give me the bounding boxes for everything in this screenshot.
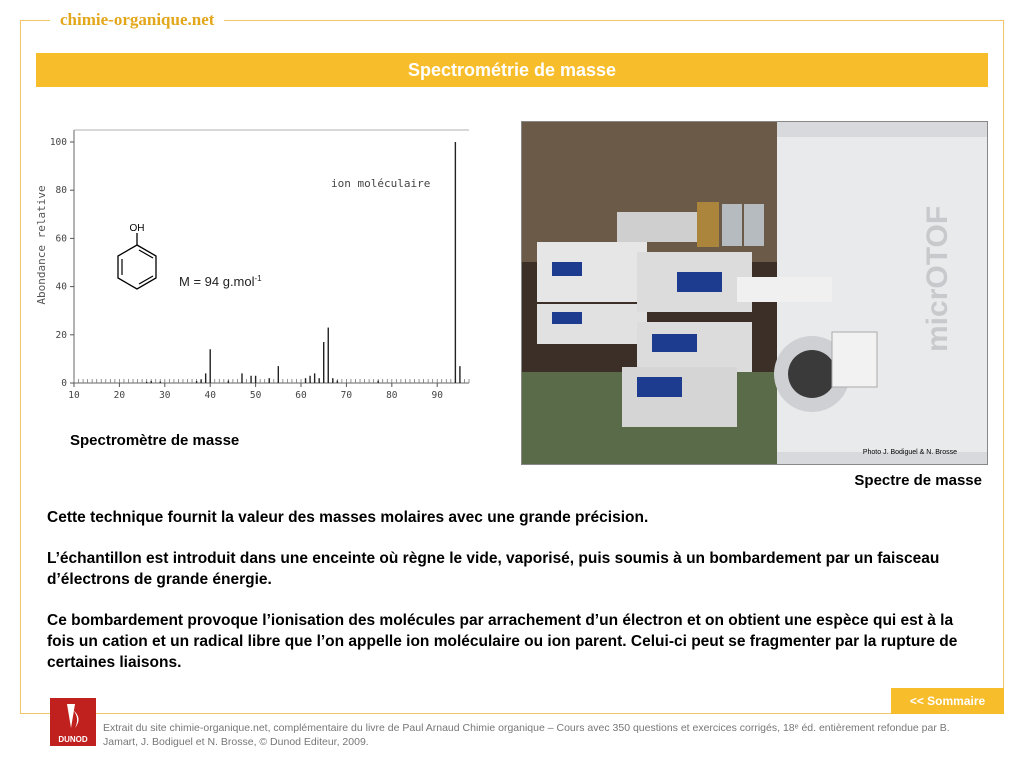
paragraph-1: Cette technique fournit la valeur des masses molaires avec une grande précision. — [47, 509, 649, 526]
molecular-ion-annotation: ion moléculaire — [331, 177, 431, 190]
x-tick-label: 70 — [340, 390, 353, 401]
dunod-logo-text: DUNOD — [58, 735, 88, 744]
footer-text: Extrait du site chimie-organique.net, complémentaire du livre de Paul Arnaud Chimie organique – Cours avec 350 questions et exercices corrigés, 18ᵉ éd. entièrement refondue par B. Jamart, J. Bodiguel et N. Brosse, © Dunod Editeur, 2009. — [103, 722, 950, 748]
x-tick-label: 50 — [249, 390, 262, 401]
y-tick-label: 60 — [55, 233, 67, 245]
y-tick-label: 0 — [61, 378, 67, 389]
caption-spectrum: Spectre de masse — [854, 472, 982, 489]
x-tick-label: 30 — [159, 390, 171, 401]
x-tick-label: 10 — [68, 390, 80, 401]
paragraph-2: L’échantillon est introduit dans une enceinte où règne le vide, vaporisé, puis soumis à un bombardement par un faisceau d’électrons de grande énergie. — [47, 550, 940, 588]
y-axis-label: Abondance relative — [35, 185, 48, 305]
sommaire-button[interactable]: << Sommaire — [891, 688, 1004, 714]
dunod-logo-icon — [50, 698, 96, 736]
phenol-structure — [118, 223, 156, 289]
molar-mass-label: M = 94 g.mol$^{-1}$ — [179, 274, 262, 289]
spectrometer-photo — [521, 121, 988, 465]
page-title: Spectrométrie de masse — [407, 59, 617, 80]
paragraph-3: Ce bombardement provoque l’ionisation des molécules par arrachement d’un électron et on obtient une espèce qui est à la fois un cation et un radical libre que l’on appelle ion moléculaire ou ion parent. Celui-ci peut se fragmenter par la rupture de certaines liaisons. — [47, 612, 958, 671]
title-bar — [36, 53, 988, 87]
x-tick-label: 60 — [295, 390, 307, 401]
dunod-logo[interactable] — [50, 698, 96, 746]
y-tick-label: 40 — [55, 281, 67, 293]
x-tick-label: 20 — [113, 390, 126, 401]
x-tick-label: 90 — [431, 390, 443, 401]
mass-spectrum-chart — [34, 125, 474, 410]
x-tick-label: 80 — [386, 390, 398, 401]
caption-spectrometer: Spectromètre de masse — [70, 432, 240, 449]
body-text — [47, 507, 977, 693]
y-tick-label: 80 — [55, 185, 67, 197]
oh-label: OH — [129, 223, 145, 234]
site-title[interactable]: chimie-organique.net — [50, 10, 224, 30]
y-tick-label: 20 — [55, 329, 67, 341]
spectrometer-illustration — [522, 122, 988, 465]
mass-spectrum-svg — [34, 125, 474, 410]
chart-axes — [50, 130, 469, 401]
x-tick-label: 40 — [204, 390, 216, 401]
photo-credit: Photo J. Bodiguel & N. Brosse — [862, 449, 957, 456]
y-tick-label: 100 — [49, 137, 67, 148]
svg-text:micrOTOF: micrOTOF — [921, 205, 954, 352]
